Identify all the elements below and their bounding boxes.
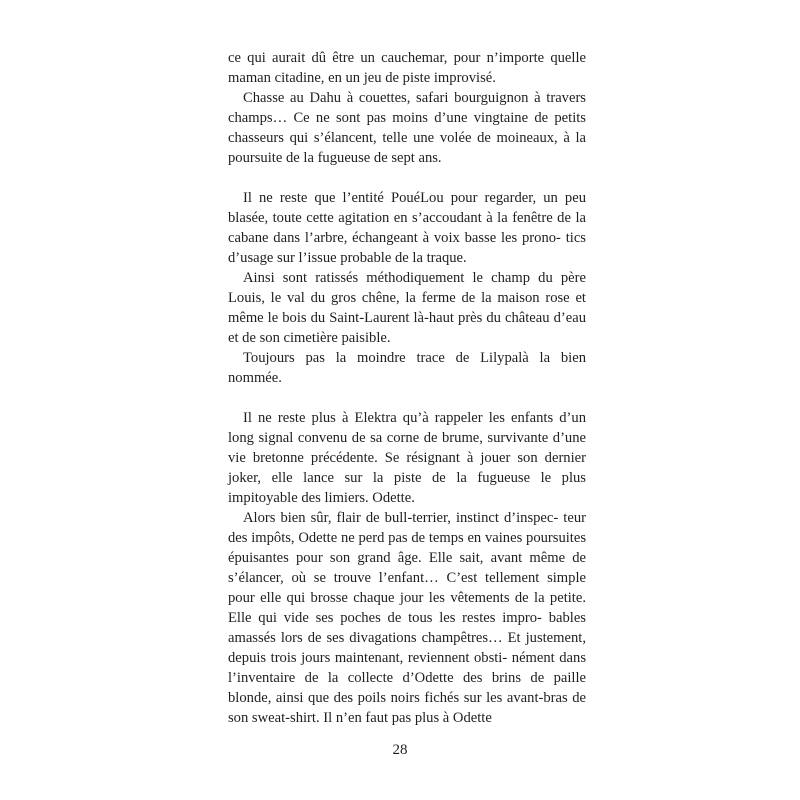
text-line: impitoyable des limiers. Odette.: [228, 490, 415, 506]
paragraph-2: [228, 88, 586, 168]
page-number: 28: [392, 742, 408, 758]
text-line: bables amassés lors de ses divagations champêtres… Et: [228, 610, 586, 646]
text-line: poursuite de la fugueuse de sept ans.: [228, 150, 442, 166]
text-line: justement, depuis trois jours maintenant, reviennent obsti-: [228, 630, 586, 666]
text-line: la cabane dans l’arbre, échangeant à voix basse les prono-: [228, 210, 586, 246]
text-line: nément dans l’inventaire de la collecte d’Odette des brins: [228, 650, 587, 686]
text-line: long signal convenu de sa corne de brume, survivante: [228, 430, 549, 446]
text-line: poursuites épuisantes pour son grand âge. Elle sait, avant: [228, 530, 587, 566]
text-line: maman citadine, en un jeu de piste improvisé.: [228, 70, 496, 86]
paragraph-1: [228, 48, 586, 88]
text-line: Il ne reste que l’entité PouéLou pour regarder, un peu: [243, 190, 586, 206]
text-line: et même le bois du Saint-Laurent là-haut près du château: [228, 290, 586, 326]
text-line: Ainsi sont ratissés méthodiquement le champ du père: [243, 270, 586, 286]
text-line: champs… Ce ne sont pas moins d’une vingtaine de petits: [228, 110, 586, 126]
text-line: de paille blonde, ainsi que des poils noirs fichés sur les: [228, 670, 587, 706]
text-line: la petite. Elle qui vide ses poches de tous les restes impro-: [228, 590, 586, 626]
text-line: tics d’usage sur l’issue probable de la traque.: [228, 230, 586, 266]
text-line: Toujours pas la moindre trace de Lilypalà la bien: [243, 350, 586, 366]
section-break: [228, 168, 586, 188]
text-line: même de s’élancer, où se trouve l’enfant… C’est tellement: [228, 550, 586, 586]
text-line: d’une vie bretonne précédente. Se résignant à jouer son: [228, 430, 586, 466]
text-line: avant-bras de son sweat-shirt. Il n’en faut pas plus à Odette: [228, 690, 587, 726]
section-break: [228, 388, 586, 408]
text-line: Alors bien sûr, flair de bull-terrier, instinct d’inspec-: [243, 510, 559, 526]
text-line: Chasse au Dahu à couettes, safari bourguignon à travers: [243, 90, 586, 106]
page-body: [228, 48, 586, 728]
text-line: Il ne reste plus à Elektra qu’à rappeler les enfants d’un: [243, 410, 586, 426]
text-line: blasée, toute cette agitation en s’accoudant à la fenêtre de: [228, 210, 571, 226]
text-line: simple pour elle qui brosse chaque jour les vêtements de: [228, 570, 586, 606]
paragraph-7: [228, 508, 586, 728]
text-line: d’eau et de son cimetière paisible.: [228, 310, 586, 346]
paragraph-5: [228, 348, 586, 388]
paragraph-6: [228, 408, 586, 508]
text-line: Louis, le val du gros chêne, la ferme de la maison rose: [228, 290, 570, 306]
paragraph-4: [228, 268, 586, 348]
text-line: nommée.: [228, 370, 282, 386]
text-line: teur des impôts, Odette ne perd pas de temps en vaines: [228, 510, 586, 546]
paragraph-3: [228, 188, 586, 268]
text-line: chasseurs qui s’élancent, telle une volée de moineaux, à la: [228, 130, 586, 146]
text-line: ce qui aurait dû être un cauchemar, pour n’importe quelle: [228, 50, 586, 66]
text-line: dernier joker, elle lance sur la piste de la fugueuse le plus: [228, 450, 586, 486]
